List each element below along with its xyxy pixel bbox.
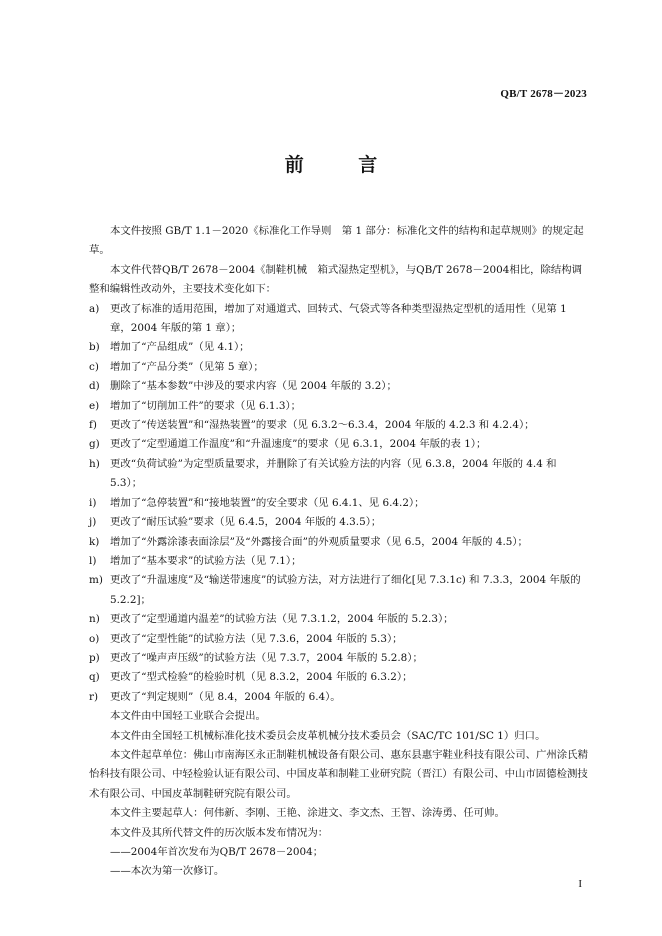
list-item-text: 增加了“产品组成”（见 4.1）； [110,341,250,354]
list-item [89,571,588,610]
list-item-label: d) [89,380,100,393]
list-item-label: l) [89,554,97,567]
proposer-paragraph: 本文件由中国轻工业联合会提出。 [110,710,266,723]
list-item-label: h) [89,457,100,470]
list-item [89,397,588,416]
list-item-text: 更改了“耐压试验”要求（见 6.4.5，2004 年版的 4.3.5）； [110,516,382,529]
list-item [89,552,588,571]
list-item [89,688,588,707]
list-item-text: 更改了标准的适用范围，增加了对通道式、回转式、气袋式等各种类型湿热定型机的适用性（见第 1 章，2004 年版的第 1 章）； [110,302,567,335]
list-item-label: o) [89,632,100,645]
list-item-text: 更改了“噪声声压级”的试验方法（见 7.3.7，2004 年版的 5.2.8）； [110,651,423,664]
committee-paragraph: 本文件由全国轻工机械标准化技术委员会皮革机械分技术委员会（SAC/TC 101/SC 1）归口。 [110,729,546,742]
history-item: ——本次为第一次修订。 [110,865,225,878]
list-item-label: n) [89,613,100,626]
intro-paragraph: 本文件按照 GB/T 1.1－2020《标准化工作导则 第 1 部分：标准化文件的结构和起草规则》的规定起草。 [89,225,584,257]
list-item-label: q) [89,671,100,684]
list-item [89,358,588,377]
list-item-text: 更改了“定型性能”的试验方法（见 7.3.6，2004 年版的 5.3）； [110,632,403,645]
page-title: 前 言 [284,154,402,176]
list-item-label: p) [89,651,100,664]
intro-paragraph: 本文件代替QB/T 2678－2004《制鞋机械 箱式湿热定型机》，与QB/T 2678－2004相比，除结构调整和编辑性改动外，主要技术变化如下： [89,263,583,296]
list-item [89,649,588,668]
standard-code: QB/T 2678－2023 [500,88,587,100]
history-item: ——2004年首次发布为QB/T 2678－2004； [110,846,324,858]
list-item-text: 更改“负荷试验”为定型质量要求，并删除了有关试验方法的内容（见 6.3.8，2004 年版的 4.4 和 5.3）； [110,457,557,490]
list-item-text: 增加了“急停装置”和“接地装置”的安全要求（见 6.4.1、见 6.4.2）； [110,496,425,509]
list-item [89,533,588,552]
drafters-paragraph: 本文件主要起草人：何伟新、李刚、王艳、涂进文、李文杰、王智、涂涛勇、任可帅。 [110,807,505,820]
list-item-text: 增加了“产品分类”（见第 5 章）； [110,360,264,373]
list-item-label: g) [89,438,100,451]
technical-changes-list [89,300,588,708]
list-item-label: m) [89,574,103,587]
list-item [89,300,588,339]
list-item-label: j) [89,516,97,529]
list-item-label: a) [89,302,100,315]
page-number: I [578,878,582,890]
list-item-text: 更改了“判定规则”（见 8.4，2004 年版的 6.4）。 [110,690,341,703]
list-item [89,610,588,629]
list-item-text: 更改了“定型通道内温差”的试验方法（见 7.3.1.2，2004 年版的 5.2.3）； [110,613,454,626]
drafting-units-paragraph: 本文件起草单位：佛山市南海区永正制鞋机械设备有限公司、惠东县惠宇鞋业科技有限公司、广州涂氏精怡科技有限公司、中轻检验认证有限公司、中国皮革和制鞋工业研究院（晋江）有限公司、中山市固德检测技术有限公司、中国皮革制鞋研究院有限公司。 [89,748,588,800]
list-item [89,435,588,454]
list-item-label: c) [89,360,99,373]
list-item-text: 更改了“升温速度”及“输送带速度”的试验方法，对方法进行了细化[见 7.3.1c) 和 7.3.3，2004 年版的 5.2.2]； [110,574,581,606]
list-item-label: i) [89,496,97,509]
list-item [89,630,588,649]
list-item [89,513,588,532]
list-item-text: 更改了“型式检验”的检验时机（见 8.3.2，2004 年版的 6.3.2）； [110,671,413,684]
foreword-body [89,222,588,882]
list-item [89,455,588,494]
list-item [89,494,588,513]
list-item-label: f) [89,419,97,432]
list-item [89,338,588,357]
history-intro-paragraph: 本文件及其所代替文件的历次版本发布情况为： [110,826,329,839]
list-item-text: 删除了“基本参数”中涉及的要求内容（见 2004 年版的 3.2）； [110,380,397,393]
list-item-label: e) [89,399,100,412]
list-item-text: 更改了“定型通道工作温度”和“升温速度”的要求（见 6.3.1，2004 年版的表 1）； [110,438,487,451]
list-item [89,668,588,687]
list-item [89,377,588,396]
list-item-text: 增加了“切削加工件”的要求（见 6.1.3）； [110,399,302,412]
list-item-label: b) [89,341,100,354]
list-item [89,416,588,435]
list-item-text: 更改了“传送装置”和“湿热装置”的要求（见 6.3.2～6.3.4，2004 年版的 4.2.3 和 4.2.4）； [110,419,535,432]
list-item-label: r) [89,690,99,703]
list-item-text: 增加了“基本要求”的试验方法（见 7.1）； [110,554,302,567]
list-item-text: 增加了“外露涂漆表面涂层”及“外露接合面”的外观质量要求（见 6.5，2004 年版的 4.5）； [110,535,528,548]
list-item-label: k) [89,535,100,548]
